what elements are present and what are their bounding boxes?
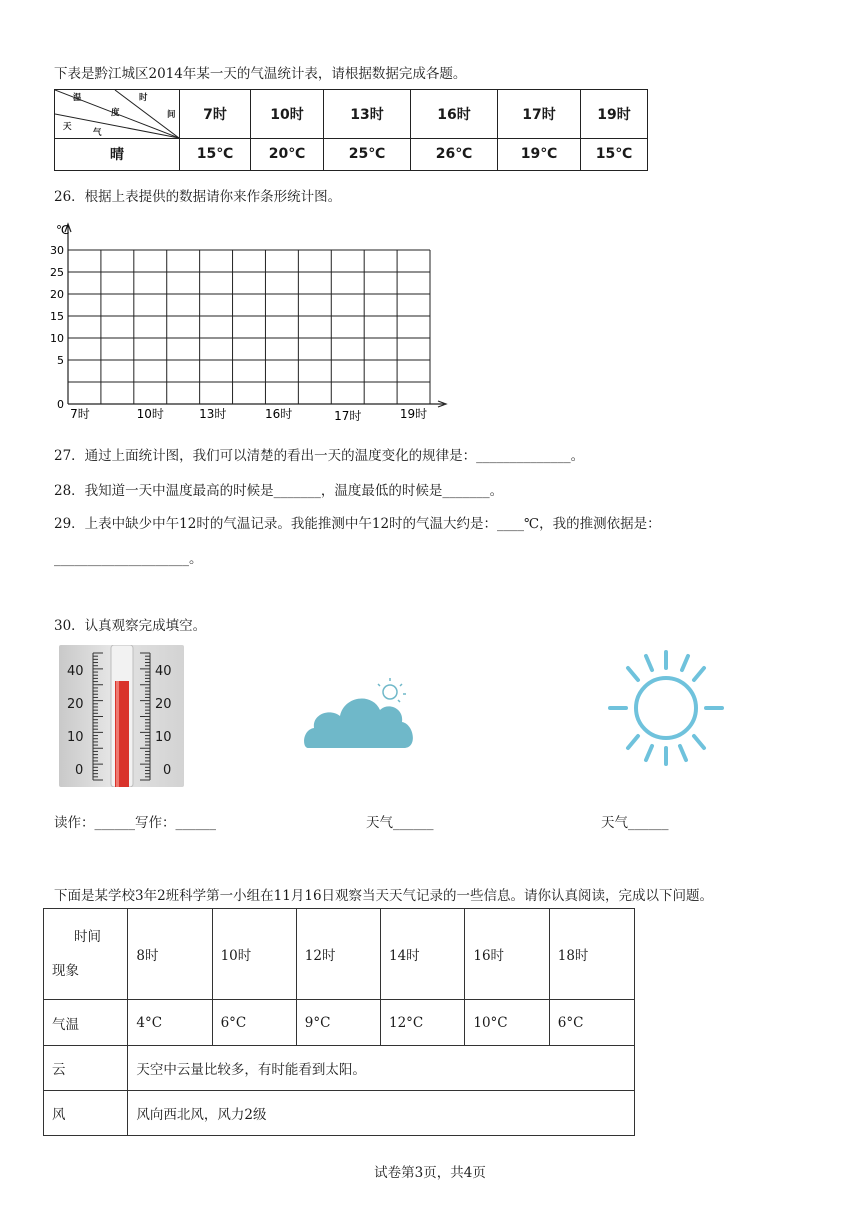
table-corner-cell (55, 90, 180, 139)
cloudy-weather-icon (300, 672, 420, 752)
thermo-scale-label: 0 (75, 763, 84, 778)
corner-time-label: 时间 (74, 929, 101, 945)
thermo-scale-label: 10 (155, 730, 172, 745)
corner-label: 时 (139, 93, 148, 103)
x-tick-label: 19时 (399, 407, 428, 421)
temperature-table (54, 89, 648, 171)
page-footer: 试卷第3页，共4页 (374, 1165, 486, 1181)
question-30: 30．认真观察完成填空。 (54, 618, 207, 634)
weather-blank-1: 天气______ (366, 815, 434, 831)
x-tick-label: 10时 (136, 407, 164, 421)
thermometer-image (59, 645, 184, 787)
temp-cell: 25℃ (324, 138, 411, 170)
thermometer-reading-blank: 读作：______写作：______ (54, 815, 216, 831)
time-header: 10时 (212, 909, 296, 1000)
time-header: 19时 (581, 90, 648, 139)
x-tick-label: 7时 (70, 407, 90, 421)
corner-label: 气 (93, 128, 102, 138)
y-tick-label: 20 (50, 288, 64, 301)
thermo-scale-label: 40 (155, 664, 172, 679)
corner-phenomenon-label: 现象 (52, 963, 79, 979)
corner-label: 间 (167, 110, 176, 120)
y-tick-label: 15 (50, 310, 64, 323)
corner-label: 天 (63, 122, 72, 132)
time-header: 13时 (324, 90, 411, 139)
time-header: 17时 (498, 90, 581, 139)
cloud-description: 天空中云量比较多，有时能看到太阳。 (128, 1046, 635, 1091)
time-header: 8时 (128, 909, 212, 1000)
y-tick-label: 25 (50, 266, 64, 279)
y-tick-label: 30 (50, 244, 64, 257)
sun-icon (608, 646, 724, 770)
thermo-scale-label: 20 (67, 697, 84, 712)
temp-cell: 6°C (549, 1000, 634, 1046)
question-27: 27．通过上面统计图，我们可以清楚的看出一天的温度变化的规律是：______________。 (54, 448, 585, 464)
time-header: 16时 (465, 909, 549, 1000)
thermo-scale-label: 0 (163, 763, 172, 778)
x-tick-label: 16时 (264, 407, 293, 421)
cloud-row-label: 云 (44, 1046, 128, 1091)
temp-cell: 26℃ (411, 138, 498, 170)
time-header: 16时 (411, 90, 498, 139)
time-header: 7时 (180, 90, 251, 139)
y-axis-unit: ℃ (56, 223, 70, 237)
weather-record-table (43, 908, 635, 1136)
question-28: 28．我知道一天中温度最高的时候是_______，温度最低的时候是_______。 (54, 483, 504, 499)
thermo-scale-label: 40 (67, 664, 84, 679)
time-header: 14时 (381, 909, 465, 1000)
thermo-scale-label: 20 (155, 697, 172, 712)
time-header: 12时 (296, 909, 380, 1000)
y-tick-label: 0 (57, 398, 64, 411)
y-tick-label: 5 (57, 354, 64, 367)
intro-text: 下表是黔江城区2014年某一天的气温统计表，请根据数据完成各题。 (54, 66, 467, 82)
bar-chart-grid (40, 218, 450, 428)
temp-row-label: 气温 (44, 1000, 128, 1046)
wind-row-label: 风 (44, 1091, 128, 1136)
wind-description: 风向西北风，风力2级 (128, 1091, 635, 1136)
x-tick-label: 17时 (334, 409, 362, 423)
small-sun-icon (378, 678, 406, 702)
temp-cell: 10°C (465, 1000, 549, 1046)
temp-cell: 4°C (128, 1000, 212, 1046)
temp-cell: 6°C (212, 1000, 296, 1046)
question-29-blank: ____________________。 (54, 551, 203, 567)
time-header: 10时 (251, 90, 324, 139)
temp-cell: 12°C (381, 1000, 465, 1046)
question-29: 29．上表中缺少中午12时的气温记录。我能推测中午12时的气温大约是：____℃，我的推测依据是： (54, 516, 661, 532)
table2-corner (44, 909, 128, 1000)
x-tick-label: 13时 (199, 407, 227, 421)
temp-cell: 19℃ (498, 138, 581, 170)
temp-cell: 15℃ (180, 138, 251, 170)
corner-label: 度 (111, 108, 120, 118)
temp-cell: 20℃ (251, 138, 324, 170)
thermo-scale-label: 10 (67, 730, 84, 745)
y-tick-label: 10 (50, 332, 64, 345)
question-26: 26．根据上表提供的数据请你来作条形统计图。 (54, 189, 342, 205)
intro2-text: 下面是某学校3年2班科学第一小组在11月16日观察当天天气记录的一些信息。请你认真阅读，完成以下问题。 (54, 888, 714, 904)
temp-cell: 9°C (296, 1000, 380, 1046)
corner-label: 温 (73, 93, 82, 103)
weather-cell: 晴 (55, 138, 180, 170)
weather-blank-2: 天气______ (601, 815, 669, 831)
time-header: 18时 (549, 909, 634, 1000)
temp-cell: 15℃ (581, 138, 648, 170)
